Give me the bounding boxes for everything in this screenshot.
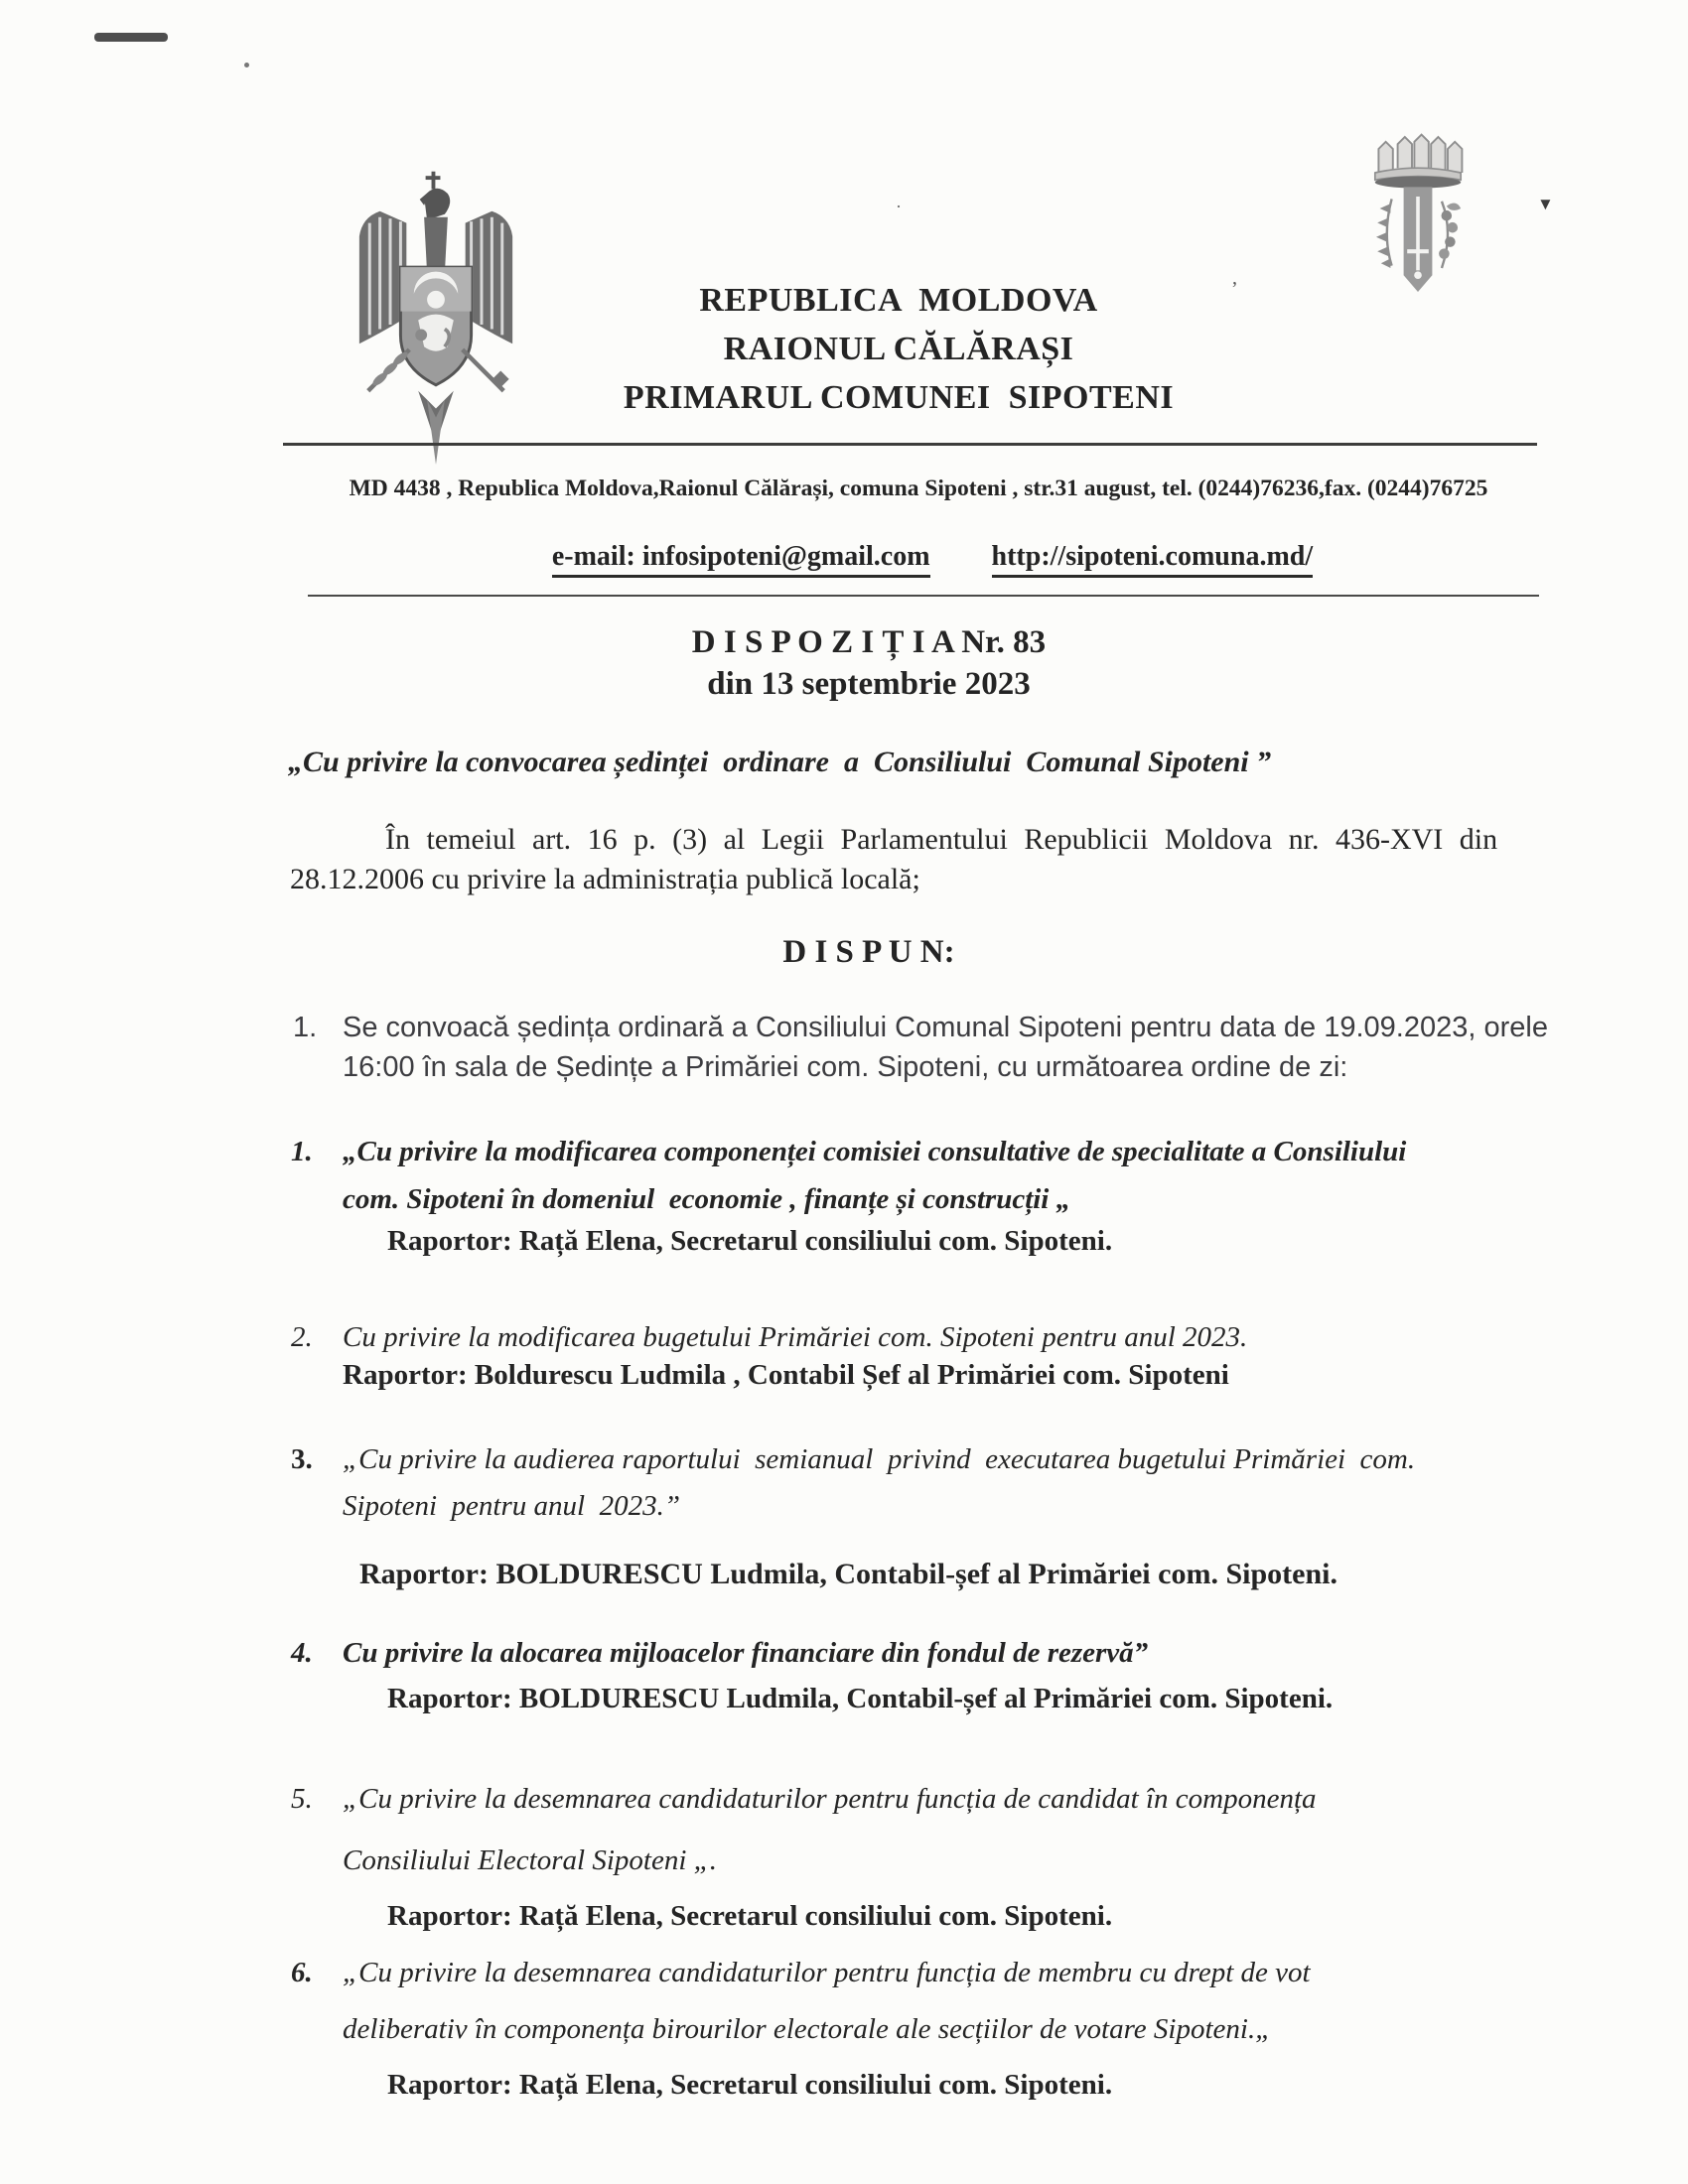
agenda-item-4-number: 4. <box>291 1637 313 1669</box>
document-date: din 13 septembrie 2023 <box>707 666 1031 702</box>
header-district: RAIONUL CĂLĂRAȘI <box>723 331 1074 367</box>
agenda-item-2-line1: Cu privire la modificarea bugetului Primăriei com. Sipoteni pentru anul 2023. <box>343 1321 1248 1353</box>
agenda-item-5-raportor: Raportor: Rață Elena, Secretarul consiliului com. Sipoteni. <box>387 1900 1113 1932</box>
header-divider <box>283 443 1537 446</box>
agenda-item-3-line1: „Cu privire la audierea raportului semianual privind executarea bugetului Primăriei com. <box>343 1443 1416 1475</box>
section-divider <box>308 595 1539 597</box>
agenda-item-3-number: 3. <box>291 1443 313 1475</box>
header-office: PRIMARUL COMUNEI SIPOTENI <box>623 379 1175 416</box>
moldova-coat-of-arms-icon <box>348 167 524 482</box>
document-subject: „Cu privire la convocarea ședinței ordinare a Consiliului Comunal Sipoteni ” <box>288 746 1272 778</box>
dispun-heading: D I S P U N: <box>782 934 955 970</box>
agenda-item-5-number: 5. <box>291 1783 313 1815</box>
preamble-line2: 28.12.2006 cu privire la administrația publică locală; <box>290 863 920 895</box>
scan-artifact-tick: ’ <box>1231 278 1238 300</box>
agenda-item-2-number: 2. <box>291 1321 313 1353</box>
agenda-item-6-number: 6. <box>291 1957 313 1988</box>
scan-artifact-dot2: · <box>896 197 902 216</box>
scan-artifact-dot <box>244 63 249 68</box>
agenda-item-3-line2: Sipoteni pentru anul 2023.” <box>343 1490 680 1522</box>
agenda-item-4-raportor: Raportor: BOLDURESCU Ludmila, Contabil-șef al Primăriei com. Sipoteni. <box>387 1683 1334 1714</box>
preamble-line1: În temeiul art. 16 p. (3) al Legii Parlamentului Republicii Moldova nr. 436-XVI din <box>385 823 1498 856</box>
agenda-item-5-line2: Consiliului Electoral Sipoteni „. <box>343 1844 717 1876</box>
email-link: e-mail: infosipoteni@gmail.com <box>552 541 930 578</box>
document-title: D I S P O Z I Ț I A Nr. 83 <box>691 624 1047 660</box>
agenda-item-1-line1: „Cu privire la modificarea componenței comisiei consultative de specialitate a Consiliului <box>343 1136 1407 1167</box>
agenda-item-5-line1: „Cu privire la desemnarea candidaturilor pentru funcția de candidat în componența <box>343 1783 1317 1815</box>
convocation-line1: Se convoacă ședința ordinară a Consiliului Comunal Sipoteni pentru data de 19.09.2023, orele <box>343 1012 1548 1043</box>
agenda-item-1-number: 1. <box>291 1136 313 1167</box>
contact-address: MD 4438 , Republica Moldova,Raionul Călărași, comuna Sipoteni , str.31 august, tel. (0244)76236,fax. (0244)76725 <box>349 476 1488 501</box>
agenda-item-3-raportor: Raportor: BOLDURESCU Ludmila, Contabil-șef al Primăriei com. Sipoteni. <box>359 1558 1337 1590</box>
convocation-number: 1. <box>293 1012 318 1043</box>
scan-artifact-heart: ▼ <box>1537 195 1554 213</box>
agenda-item-1-raportor: Raportor: Rață Elena, Secretarul consiliului com. Sipoteni. <box>387 1225 1113 1257</box>
agenda-item-4-line1: Cu privire la alocarea mijloacelor financiare din fondul de rezervă” <box>343 1637 1149 1669</box>
agenda-item-6-raportor: Raportor: Rață Elena, Secretarul consiliului com. Sipoteni. <box>387 2069 1113 2101</box>
header-country: REPUBLICA MOLDOVA <box>699 282 1098 319</box>
agenda-item-2-raportor: Raportor: Boldurescu Ludmila , Contabil Șef al Primăriei com. Sipoteni <box>343 1359 1229 1391</box>
scan-artifact-bar <box>94 33 168 42</box>
agenda-item-6-line2: deliberativ în componența birourilor electorale ale secțiilor de votare Sipoteni.„ <box>343 2013 1272 2045</box>
convocation-line2: 16:00 în sala de Ședințe a Primăriei com. Sipoteni, cu următoarea ordine de zi: <box>343 1051 1348 1083</box>
agenda-item-6-line1: „Cu privire la desemnarea candidaturilor pentru funcția de membru cu drept de vot <box>343 1957 1311 1988</box>
website-link: http://sipoteni.comuna.md/ <box>992 541 1314 578</box>
agenda-item-1-line2: com. Sipoteni în domeniul economie , finanțe și construcții „ <box>343 1183 1071 1215</box>
sipoteni-coat-of-arms-icon <box>1358 132 1477 327</box>
